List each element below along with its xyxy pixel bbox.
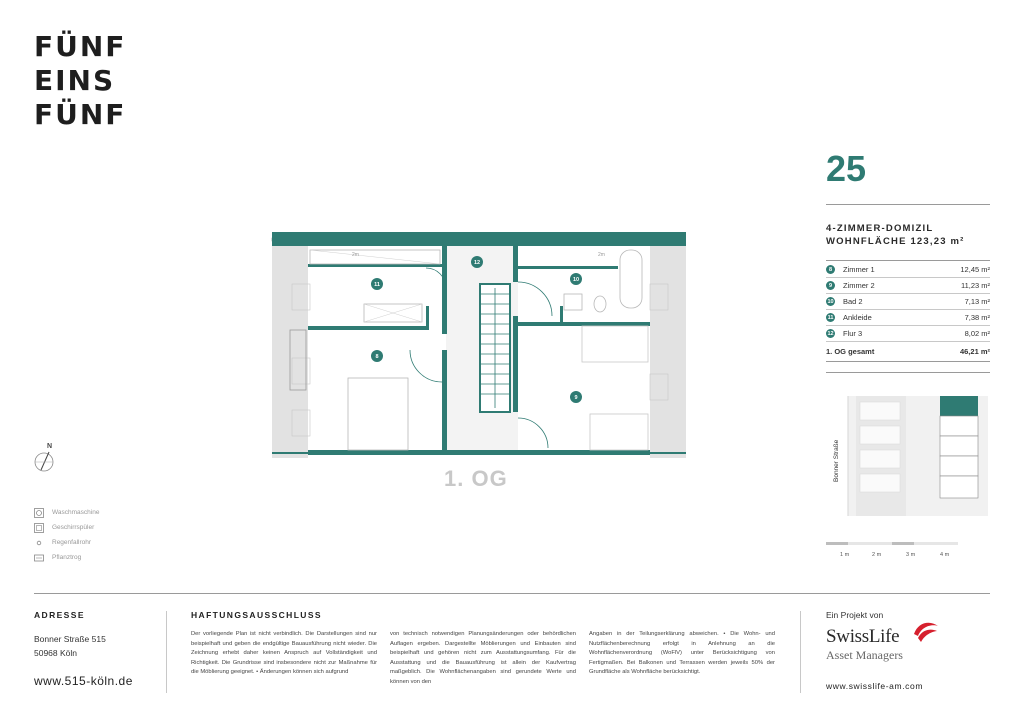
legend-item	[34, 535, 99, 550]
room-marker: 8	[375, 354, 379, 360]
address-street: Bonner Straße 515	[34, 634, 106, 644]
scale-tick: 4 m	[940, 552, 950, 558]
room-marker: 11	[374, 282, 380, 288]
dishwasher-icon	[34, 523, 44, 533]
room-marker: 10	[572, 277, 580, 283]
room-badge: 9	[826, 281, 835, 290]
washing-machine-icon	[34, 508, 44, 518]
swisslife-mark-icon	[910, 620, 940, 644]
site-map	[826, 392, 990, 520]
project-label: Ein Projekt von	[826, 610, 884, 620]
room-row	[826, 326, 990, 342]
logo-line-1: FÜNF	[34, 30, 127, 63]
total-area: 46,21 m²	[959, 347, 990, 356]
unit-number: 25	[826, 148, 867, 189]
room-area: 7,38 m²	[964, 313, 990, 322]
unit-type: 4-ZIMMER-DOMIZIL	[826, 223, 934, 234]
legend-label: Pflanztrog	[52, 554, 82, 561]
room-badge: 11	[827, 314, 834, 321]
legend-label: Regenfallrohr	[52, 539, 92, 546]
planter-icon	[34, 553, 44, 563]
room-marker: 9	[574, 395, 578, 401]
divider	[826, 372, 990, 373]
legend	[34, 505, 99, 565]
room-area: 7,13 m²	[964, 297, 990, 306]
footer-separator	[800, 611, 801, 693]
project-logo	[34, 30, 126, 132]
room-table	[826, 262, 990, 362]
room-badge: 8	[826, 265, 835, 274]
address	[34, 632, 106, 660]
disclaimer-text: Angaben in der Teilungserklärung abweichen. • Die Wohn- und Nutzflächenberechnung erfolgt in Anlehnung an die Wohnflächenverordnung (WoFlV) unter Berücksichtigung von Fertigmaßen. Bei Balkonen und Terrassen werden jeweils 50% der Grundfläche als Wohnfläche berücksichtigt.	[589, 631, 775, 676]
room-area: 8,02 m²	[964, 329, 990, 338]
room-area: 12,45 m²	[960, 265, 990, 274]
room-name: Flur 3	[843, 329, 863, 338]
total-row	[826, 342, 990, 362]
room-row	[826, 278, 990, 294]
divider	[826, 204, 990, 205]
logo-line-3: FÜNF	[34, 98, 127, 131]
room-name: Bad 2	[843, 297, 863, 306]
legend-item	[34, 550, 99, 565]
brand-name: SwissLife	[826, 626, 900, 647]
dimension-label: 2m	[352, 252, 359, 258]
room-name: Zimmer 2	[843, 281, 875, 290]
floor-label: 1. OG	[444, 466, 508, 491]
legend-item	[34, 520, 99, 535]
room-row	[826, 310, 990, 326]
scale-bar	[826, 540, 958, 564]
address-city: 50968 Köln	[34, 648, 78, 658]
wall-top	[272, 232, 686, 246]
scale-tick: 1 m	[840, 552, 850, 558]
floor-plan	[264, 228, 694, 466]
divider	[826, 260, 990, 261]
swisslife-logo	[826, 620, 946, 664]
scale-tick: 3 m	[906, 552, 916, 558]
downpipe-icon	[34, 538, 44, 548]
unit-highlight	[940, 396, 978, 416]
disclaimer-text: von technisch notwendigen Planungsänderungen oder behördlichen Auflagen ergeben. Dargestellte Möblierungen und Einbauten sind beispielhaft und gehören nicht zum Ausstattungsumfang. Für die Ausstattung und die Bauausführung ist allein der Kaufvertrag maßgeblich. Die Wohnflächenangaben sind gerundete Werte und können von den	[390, 631, 576, 685]
room-badge: 12	[827, 330, 834, 337]
footer-separator	[166, 611, 167, 693]
dimension-label: 2m	[598, 252, 605, 258]
room-row	[826, 294, 990, 310]
scale-tick: 2 m	[872, 552, 882, 558]
room-marker: 12	[473, 260, 481, 266]
room-area: 11,23 m²	[960, 281, 990, 290]
logo-line-2: EINS	[34, 64, 116, 97]
compass-icon	[32, 440, 58, 476]
legend-label: Waschmaschine	[52, 509, 100, 516]
svg-text:N: N	[47, 443, 53, 450]
footer-divider	[34, 593, 990, 594]
street-label: Bonner Straße	[833, 439, 840, 482]
disclaimer-heading: HAFTUNGSAUSSCHLUSS	[191, 610, 322, 620]
terrace-right	[650, 244, 686, 458]
wall-bottom	[308, 450, 650, 455]
total-label: 1. OG gesamt	[826, 347, 875, 356]
room-name: Zimmer 1	[843, 265, 875, 274]
legend-item	[34, 505, 99, 520]
brand-sub: Asset Managers	[826, 648, 903, 662]
room-badge: 10	[827, 298, 834, 305]
unit-type-block	[826, 222, 965, 248]
website-link[interactable]: www.515-köln.de	[34, 674, 133, 688]
room-name: Ankleide	[843, 313, 872, 322]
room-row	[826, 262, 990, 278]
brand-website-link[interactable]: www.swisslife-am.com	[826, 681, 924, 691]
disclaimer-text: Der vorliegende Plan ist nicht verbindlich. Die Darstellungen sind nur beispielhaft und geben die endgültige Bauausführung nicht wieder. Die Zeichnung erhebt daher keinen Anspruch auf Vollständigkeit und Richtigkeit. Die Grundrisse sind insbesondere nicht zur Maßnahme für die Möblierung geeignet. • Änderungen können sich aufgrund	[191, 631, 377, 676]
address-heading: ADRESSE	[34, 610, 85, 620]
legend-label: Geschirrspüler	[52, 524, 95, 531]
living-area: WOHNFLÄCHE 123,23 m²	[826, 236, 965, 247]
